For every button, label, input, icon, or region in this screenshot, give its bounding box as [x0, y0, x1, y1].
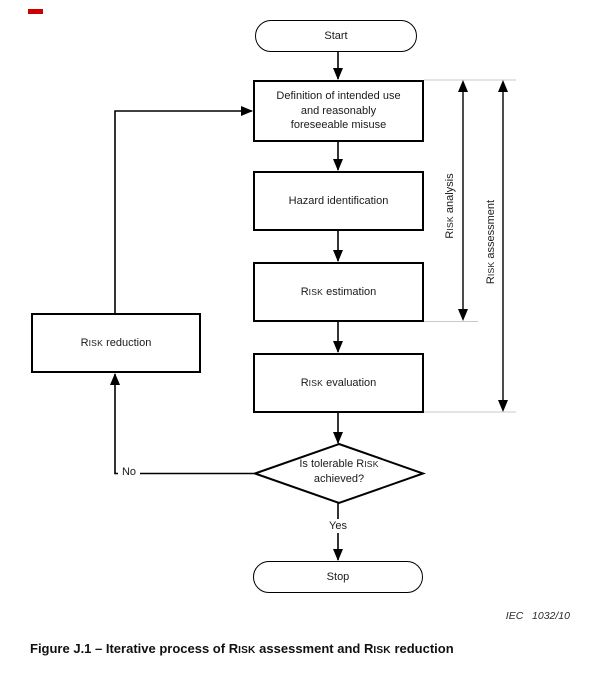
risk-reduction-label: RISK reduction	[80, 336, 152, 349]
assessment-arrowhead-top	[498, 80, 508, 92]
start-label: Start	[324, 29, 348, 42]
risk-assessment-bracket-label: RISK assessment	[485, 199, 497, 285]
corner-registration-mark	[28, 9, 43, 14]
edge-reduction-definition	[115, 111, 252, 313]
hazard-identification-label: Hazard identification	[288, 194, 389, 207]
no-edge-label: No	[118, 465, 140, 479]
stop-label: Stop	[326, 570, 350, 583]
start-node	[255, 20, 417, 52]
analysis-arrowhead-top	[458, 80, 468, 92]
definition-label: Definition of intended use and reasonably foreseeable misuse	[276, 90, 401, 132]
iec-document-reference: IEC 1032/10	[505, 610, 570, 622]
decision-label: Is tolerable RISK achieved?	[299, 458, 379, 485]
hazard-identification-node	[253, 171, 424, 231]
risk-estimation-node	[253, 262, 424, 322]
figure-caption: Figure J.1 – Iterative process of RISK assessment and RISK reduction	[30, 641, 454, 656]
definition-node	[253, 80, 424, 142]
risk-reduction-node	[31, 313, 201, 373]
risk-evaluation-label: RISK evaluation	[300, 376, 377, 389]
risk-evaluation-node	[253, 353, 424, 413]
analysis-arrowhead-bottom	[458, 309, 468, 321]
yes-edge-label: Yes	[325, 519, 351, 533]
stop-node	[253, 561, 423, 593]
risk-analysis-bracket-label: RISK analysis	[444, 173, 456, 239]
risk-estimation-label: RISK estimation	[300, 285, 377, 298]
edge-decision-no-reduction	[115, 374, 255, 474]
assessment-arrowhead-bottom	[498, 400, 508, 412]
